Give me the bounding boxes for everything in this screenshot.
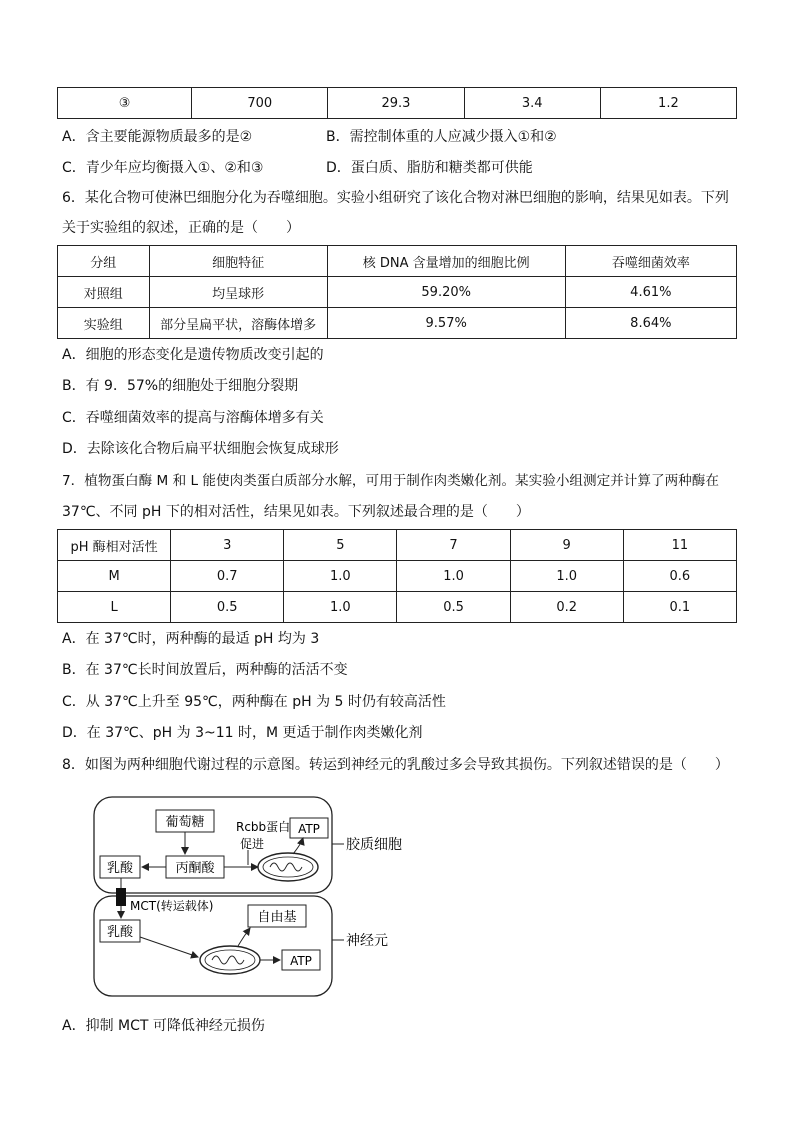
mito-to-atp-arrow bbox=[293, 838, 303, 854]
table-header-cell: pH 酶相对活性 bbox=[58, 530, 171, 561]
table-cell: 部分呈扁平状，溶酶体增多 bbox=[149, 308, 327, 339]
q7-option-b: B．在 37℃长时间放置后，两种酶的活活不变 bbox=[62, 662, 348, 678]
q6-option-c: C．吞噬细菌效率的提高与溶酶体增多有关 bbox=[62, 410, 324, 426]
table-cell: 700 bbox=[192, 88, 328, 119]
q6-option-d: D．去除该化合物后扁平状细胞会恢复成球形 bbox=[62, 441, 339, 457]
q6-stem-line1: 6．某化合物可使淋巴细胞分化为吞噬细胞。实验小组研究了该化合物对淋巴细胞的影响，结果见如表。下列 bbox=[62, 190, 729, 206]
mito-to-free-radical-arrow bbox=[238, 928, 250, 946]
table-cell: 59.20% bbox=[327, 277, 565, 308]
table-header-cell: 分组 bbox=[58, 246, 150, 277]
pyruvate-label: 丙酮酸 bbox=[175, 861, 215, 876]
table-cell: ③ bbox=[58, 88, 192, 119]
table-cell: 1.0 bbox=[284, 592, 397, 623]
table-cell: 4.61% bbox=[565, 277, 736, 308]
q7-option-c: C．从 37℃上升至 95℃，两种酶在 pH 为 5 时仍有较高活性 bbox=[62, 694, 446, 710]
q6-option-a: A．细胞的形态变化是遗传物质改变引起的 bbox=[62, 347, 324, 363]
table-cell: 对照组 bbox=[58, 277, 150, 308]
table-cell: 0.5 bbox=[171, 592, 284, 623]
q7-table bbox=[57, 529, 737, 623]
table-header-cell: 细胞特征 bbox=[149, 246, 327, 277]
table-header-row bbox=[58, 246, 737, 277]
q7-option-d: D．在 37℃、pH 为 3~11 时，M 更适于制作肉类嫩化剂 bbox=[62, 725, 423, 741]
q6-option-b: B．有 9．57%的细胞处于细胞分裂期 bbox=[62, 378, 299, 394]
q5-option-d: D．蛋白质、脂肪和糖类都可供能 bbox=[326, 160, 533, 176]
q6-stem-line2: 关于实验组的叙述，正确的是（ ） bbox=[62, 220, 300, 236]
table-cell: 0.5 bbox=[397, 592, 510, 623]
table-cell: 9.57% bbox=[327, 308, 565, 339]
mct-label: MCT(转运载体) bbox=[130, 899, 214, 913]
table-row bbox=[58, 308, 737, 339]
q7-stem-line1: 7．植物蛋白酶 M 和 L 能使肉类蛋白质部分水解，可用于制作肉类嫩化剂。某实验小组测定并计算了两种酶在 bbox=[62, 473, 719, 489]
table-row bbox=[58, 277, 737, 308]
table-header-cell: 9 bbox=[510, 530, 623, 561]
cell-metabolism-diagram bbox=[88, 792, 428, 1002]
q5-option-a: A．含主要能源物质最多的是② bbox=[62, 129, 253, 145]
table-header-cell: 核 DNA 含量增加的细胞比例 bbox=[327, 246, 565, 277]
table-header-cell: 11 bbox=[623, 530, 736, 561]
table-cell: 0.7 bbox=[171, 561, 284, 592]
rcbb-promote-label: 促进 bbox=[240, 837, 265, 851]
table-header-cell: 5 bbox=[284, 530, 397, 561]
lactate-to-mito-arrow bbox=[140, 937, 198, 957]
atp-label-bottom: ATP bbox=[290, 954, 312, 968]
atp-label-top: ATP bbox=[298, 822, 320, 836]
table-row bbox=[58, 592, 737, 623]
lactate-label-bottom: 乳酸 bbox=[106, 925, 134, 940]
q5-option-b: B．需控制体重的人应减少摄入①和② bbox=[326, 129, 557, 145]
table-cell: 0.6 bbox=[623, 561, 736, 592]
neuron-label: 神经元 bbox=[346, 933, 388, 949]
lactate-label-top: 乳酸 bbox=[106, 861, 134, 876]
q6-table bbox=[57, 245, 737, 339]
table-cell: 8.64% bbox=[565, 308, 736, 339]
table-header-cell: 3 bbox=[171, 530, 284, 561]
q8-stem: 8．如图为两种细胞代谢过程的示意图。转运到神经元的乳酸过多会导致其损伤。下列叙述错误的是（ ） bbox=[62, 757, 729, 773]
free-radical-label: 自由基 bbox=[257, 910, 297, 925]
glial-cell-label: 胶质细胞 bbox=[346, 837, 402, 853]
table-cell: 均呈球形 bbox=[149, 277, 327, 308]
q5-option-c: C．青少年应均衡摄入①、②和③ bbox=[62, 160, 264, 176]
rcbb-label: Rcbb蛋白 bbox=[236, 820, 291, 834]
q7-stem-line2: 37℃、不同 pH 下的相对活性，结果见如表。下列叙述最合理的是（ ） bbox=[62, 504, 530, 520]
table-cell: 实验组 bbox=[58, 308, 150, 339]
table-cell: L bbox=[58, 592, 171, 623]
table-cell: 29.3 bbox=[328, 88, 464, 119]
table-cell: 0.2 bbox=[510, 592, 623, 623]
table-header-cell: 7 bbox=[397, 530, 510, 561]
table-row bbox=[58, 561, 737, 592]
table-cell: 1.0 bbox=[284, 561, 397, 592]
table-cell: 1.0 bbox=[510, 561, 623, 592]
mct-transporter-icon bbox=[116, 888, 126, 906]
table-cell: 3.4 bbox=[464, 88, 600, 119]
table-header-row bbox=[58, 530, 737, 561]
table-cell: 0.1 bbox=[623, 592, 736, 623]
table-cell: 1.2 bbox=[600, 88, 736, 119]
table-cell: 1.0 bbox=[397, 561, 510, 592]
q7-option-a: A．在 37℃时，两种酶的最适 pH 均为 3 bbox=[62, 631, 320, 647]
table-row bbox=[58, 88, 737, 119]
q8-option-a: A．抑制 MCT 可降低神经元损伤 bbox=[62, 1018, 265, 1034]
glucose-label: 葡萄糖 bbox=[165, 815, 205, 830]
table-cell: M bbox=[58, 561, 171, 592]
nutrient-table bbox=[57, 87, 737, 119]
table-header-cell: 吞噬细菌效率 bbox=[565, 246, 736, 277]
